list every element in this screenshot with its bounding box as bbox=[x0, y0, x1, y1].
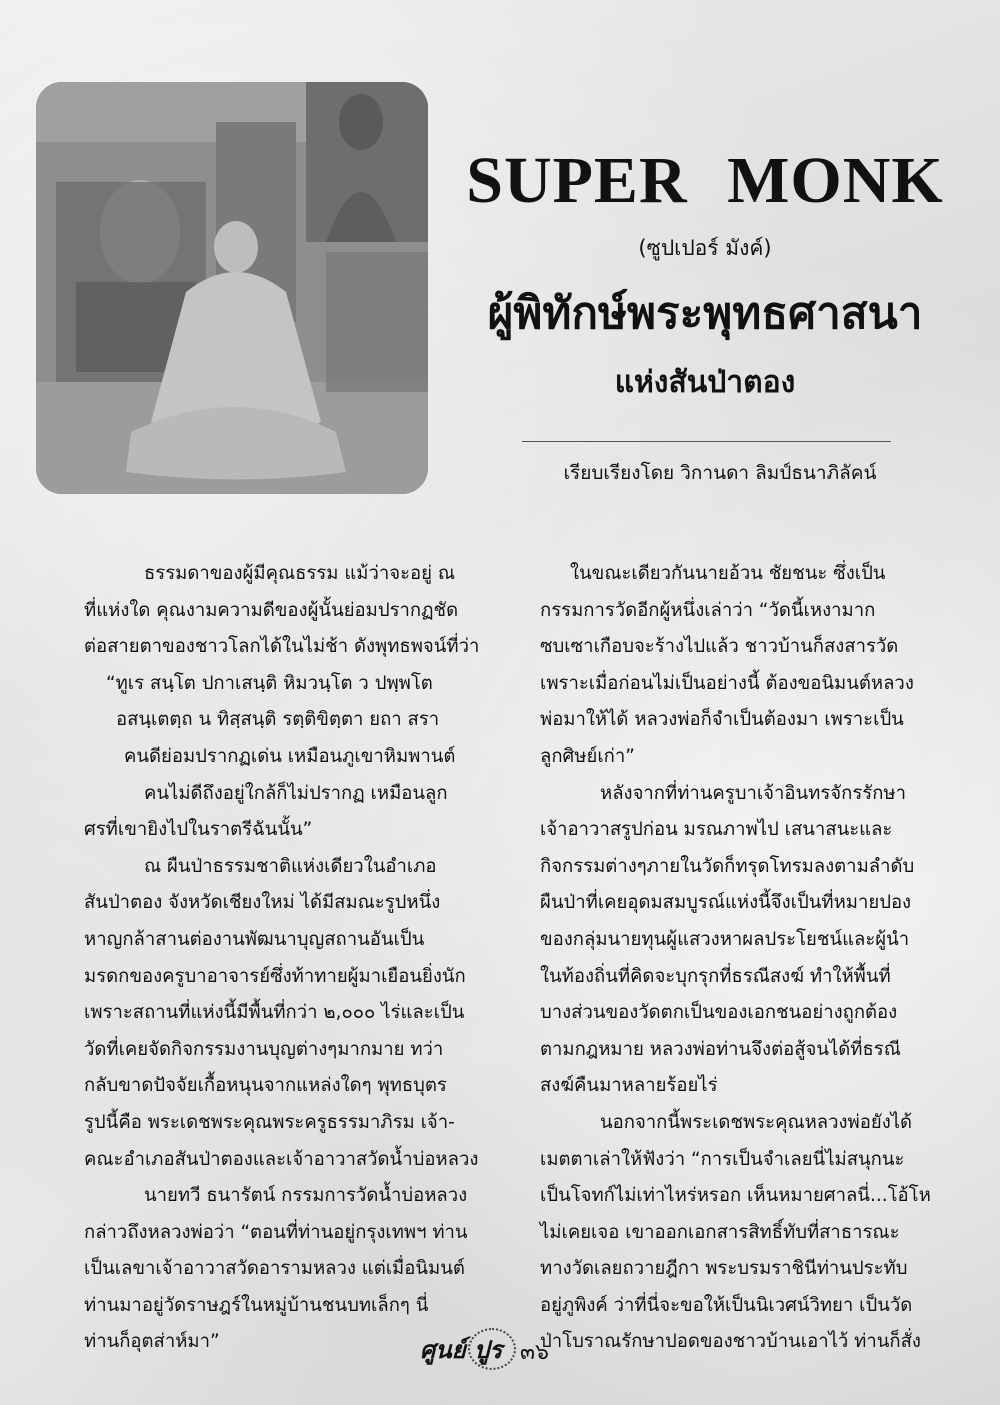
author-byline: เรียบเรียงโดย วิกานดา ลิมป์ธนาภิลัคน์ bbox=[563, 462, 877, 484]
magazine-logo: ศูนย์ ปูร bbox=[420, 1335, 503, 1364]
text-line: กิจกรรมต่างๆภายในวัดก็ทรุดโทรมลงตามลำดับ bbox=[540, 855, 915, 877]
text-line: เป็นเลขาเจ้าอาวาสวัดอารามหลวง แต่เมื่อนิมนต์ bbox=[84, 1258, 465, 1280]
text-line: ท่านมาอยู่วัดราษฎร์ในหมู่บ้านชนบทเล็กๆ นี่ bbox=[84, 1294, 429, 1316]
text-line: เจ้าอาวาสรูปก่อน มรณภาพไป เสนาสนะและ bbox=[540, 819, 893, 841]
text-line: ซบเซาเกือบจะร้างไปแล้ว ชาวบ้านก็สงสารวัด bbox=[540, 636, 899, 658]
text-line: เพราะสถานที่แห่งนี้มีพื้นที่กว่า ๒,๐๐๐ ไร่และเป็น bbox=[84, 1002, 465, 1024]
text-line: มรดกของครูบาอาจารย์ซึ่งท้าทายผู้มาเยือนยิ่งนัก bbox=[84, 965, 466, 987]
text-line: ลูกศิษย์เก่า” bbox=[540, 745, 635, 767]
text-line: ณ ผืนป่าธรรมชาติแห่งเดียวในอำเภอ bbox=[144, 855, 437, 877]
text-line: ป่าโบราณรักษาปอดของชาวบ้านเอาไว้ ท่านก็สั่ง bbox=[540, 1331, 921, 1353]
text-line: กล่าวถึงหลวงพ่อว่า “ตอนที่ท่านอยู่กรุงเทพฯ ท่าน bbox=[84, 1221, 468, 1243]
text-line: คณะอำเภอสันป่าตองและเจ้าอาวาสวัดน้ำบ่อหลวง bbox=[84, 1148, 479, 1170]
text-line: ในขณะเดียวกันนายอ้วน ชัยชนะ ซึ่งเป็น bbox=[570, 563, 886, 584]
text-line: วัดที่เคยจัดกิจกรรมงานบุญต่างๆมากมาย ทว่า bbox=[84, 1038, 444, 1060]
thai-heading-line1: ผู้พิทักษ์พระพุทธศาสนา bbox=[487, 288, 923, 339]
text-line: เมตตาเล่าให้ฟังว่า “การเป็นจำเลยนี่ไม่สนุกนะ bbox=[540, 1148, 905, 1170]
body-column-left bbox=[84, 556, 480, 1361]
text-line: รูปนี้คือ พระเดชพระคุณพระครูธรรมาภิรม เจ้า- bbox=[84, 1111, 455, 1133]
text-line: บางส่วนของวัดตกเป็นของเอกชนอย่างถูกต้อง bbox=[540, 1002, 898, 1024]
text-line: ที่แห่งใด คุณงามความดีของผู้นั้นย่อมปรากฏชัด bbox=[84, 599, 459, 621]
text-line: เป็นโจทก์ไม่เท่าไหร่หรอก เห็นหมายศาลนี่...โอ้โห bbox=[540, 1185, 931, 1207]
monk-photo-illustration bbox=[36, 82, 428, 494]
text-line: ตามกฎหมาย หลวงพ่อท่านจึงต่อสู้จนได้ที่ธรณี bbox=[540, 1038, 901, 1060]
text-line: คนไม่ดีถึงอยู่ใกล้ก็ไม่ปรากฏ เหมือนลูก bbox=[144, 782, 448, 804]
monk-photo bbox=[36, 82, 428, 494]
text-line: สันป่าตอง จังหวัดเชียงใหม่ ได้มีสมณะรูปหนึ่ง bbox=[84, 892, 441, 914]
page-footer bbox=[420, 1326, 590, 1370]
text-line: หาญกล้าสานต่องานพัฒนาบุญสถานอันเป็น bbox=[84, 928, 425, 950]
text-line: ผืนป่าที่เคยอุดมสมบูรณ์แห่งนี้จึงเป็นที่หมายปอง bbox=[540, 892, 912, 914]
article-title: SUPER MONK bbox=[466, 144, 944, 217]
text-line: ธรรมดาของผู้มีคุณธรรม แม้ว่าจะอยู่ ณ bbox=[144, 563, 456, 584]
text-line: อสนฺเตตฺถ น ทิสฺสนฺติ รตฺติขิตฺตา ยถา สรา bbox=[116, 709, 440, 731]
text-line: คนดีย่อมปรากฏเด่น เหมือนภูเขาหิมพานต์ bbox=[124, 745, 456, 767]
text-line: ไม่เคยเจอ เขาออกเอกสารสิทธิ์ทับที่สาธารณะ bbox=[540, 1221, 900, 1243]
body-column-right bbox=[540, 556, 930, 1361]
text-line: นายทวี ธนารัตน์ กรรมการวัดน้ำบ่อหลวง bbox=[144, 1185, 468, 1207]
text-line: ของกลุ่มนายทุนผู้แสวงหาผลประโยชน์และผู้นำ bbox=[540, 928, 910, 950]
divider-rule bbox=[522, 441, 891, 442]
page-number: ๓๖ bbox=[520, 1340, 550, 1365]
article-subtitle: (ซูปเปอร์ มังค์) bbox=[638, 236, 772, 260]
text-line: กรรมการวัดอีกผู้หนึ่งเล่าว่า “วัดนี้เหงามาก bbox=[540, 599, 876, 621]
text-line: ศรที่เขายิงไปในราตรีฉันนั้น” bbox=[84, 819, 313, 841]
text-line: กลับขาดปัจจัยเกื้อหนุนจากแหล่งใดๆ พุทธบุตร bbox=[84, 1075, 447, 1097]
text-line: อยู่ภูพิงค์ ว่าที่นี่จะขอให้เป็นนิเวศน์วิทยา เป็นวัด bbox=[540, 1294, 913, 1316]
text-line: ท่านก็อุตส่าห์มา” bbox=[84, 1331, 220, 1353]
text-line: ทางวัดเลยถวายฎีกา พระบรมราชินีท่านประทับ bbox=[540, 1258, 908, 1280]
text-line: สงฆ์คืนมาหลายร้อยไร่ bbox=[540, 1075, 718, 1097]
text-line: เพราะเมื่อก่อนไม่เป็นอย่างนี้ ต้องขอนิมนต์หลวง bbox=[540, 672, 914, 694]
text-line: นอกจากนี้พระเดชพระคุณหลวงพ่อยังได้ bbox=[600, 1111, 913, 1133]
text-line: ต่อสายตาของชาวโลกได้ในไม่ช้า ดังพุทธพจน์ที่ว่า bbox=[84, 636, 480, 658]
text-line: ในท้องถิ่นที่คิดจะบุกรุกที่ธรณีสงฆ์ ทำให้พื้นที่ bbox=[540, 965, 891, 987]
text-line: พ่อมาให้ได้ หลวงพ่อก็จำเป็นต้องมา เพราะเป็น bbox=[540, 709, 904, 731]
thai-heading-line2: แห่งสันป่าตอง bbox=[614, 365, 796, 400]
text-line: “ทูเร สนฺโต ปกาเสนฺติ หิมวนฺโต ว ปพฺพโต bbox=[106, 672, 433, 694]
text-line: หลังจากที่ท่านครูบาเจ้าอินทรจักรรักษา bbox=[600, 782, 906, 804]
